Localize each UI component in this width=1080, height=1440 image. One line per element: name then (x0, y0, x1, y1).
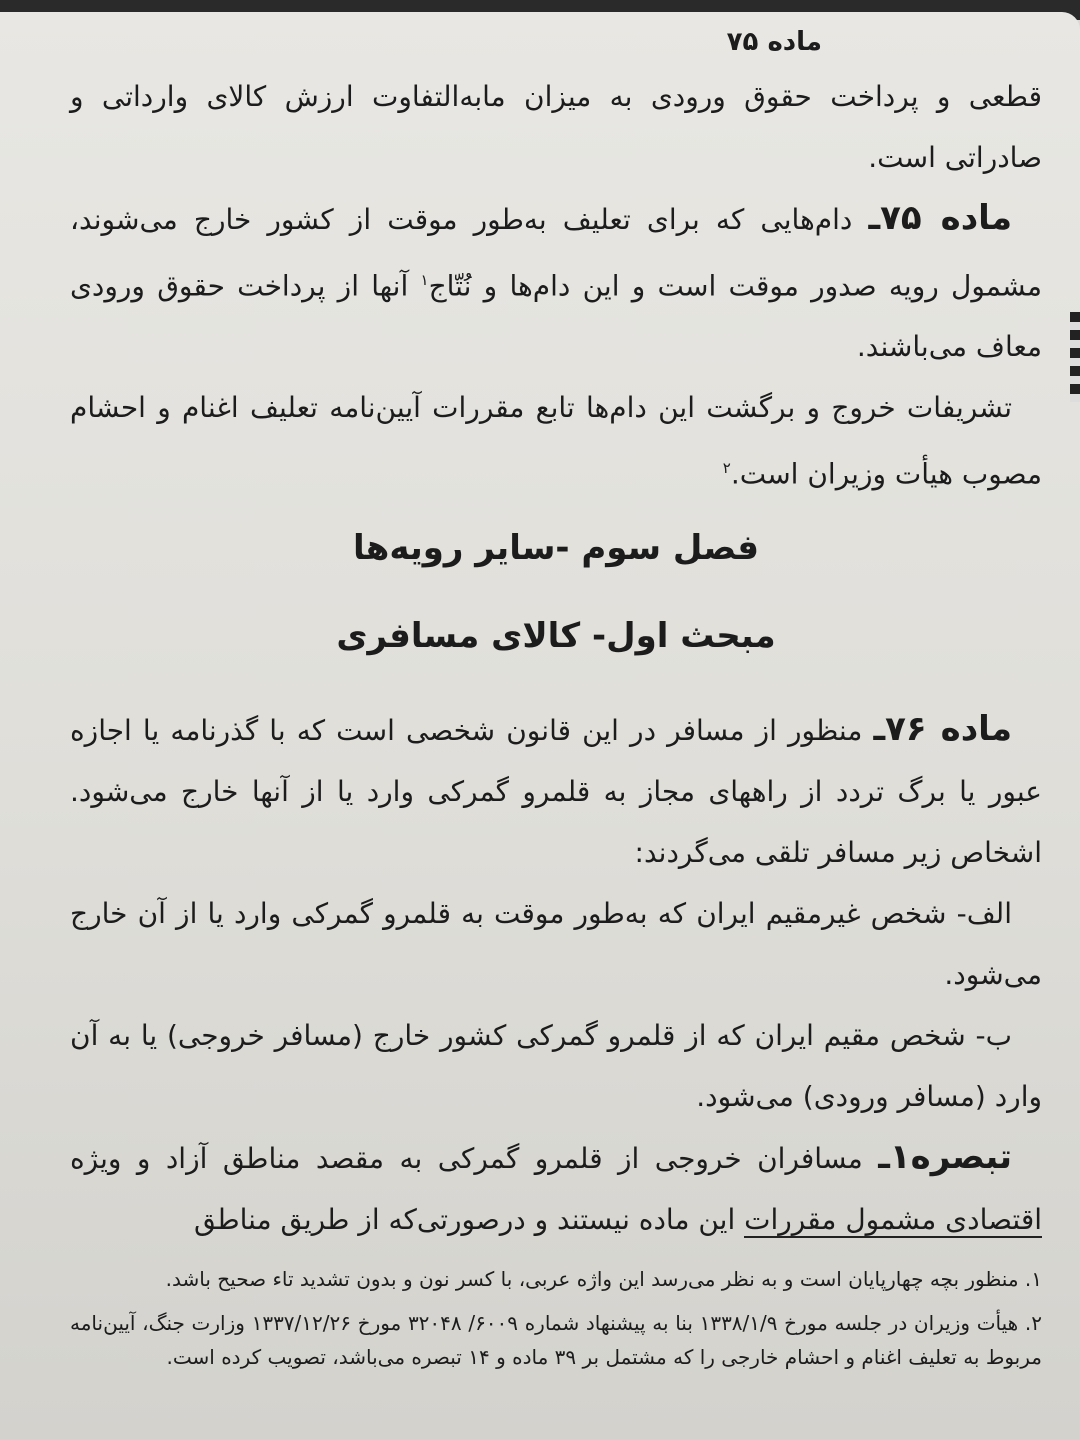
note-1-paragraph (70, 1127, 1042, 1250)
note-1-underlined: اقتصادی مشمول مقررات (744, 1202, 1042, 1236)
article-76-paragraph (70, 699, 1042, 883)
footnote-ref-1: ۱ (420, 271, 429, 289)
item-alef: الف- شخص غیرمقیم ایران که به‌طور موقت به قلمرو گمرکی وارد یا از آن خارج می‌شود. (70, 896, 1042, 991)
article-76-title: ماده ۷۶ـ (873, 708, 1012, 749)
note-1-text-a: مسافران خروجی از قلمرو گمرکی به مقصد مناطق آزاد و ویژه (70, 1141, 879, 1175)
section-heading: مبحث اول- کالای مسافری (336, 615, 776, 656)
footnote-1: ۱. منظور بچه چهارپایان است و به نظر می‌رسد این واژه عربی، با کسر نون و بدون تشدید تاء صحیح باشد. (165, 1266, 1042, 1291)
footnote-2: ۲. هیأت وزیران در جلسه مورخ ۱۳۳۸/۱/۹ بنا به پیشنهاد شماره ۶۰۰۹/ ۳۲۰۴۸ مورخ ۱۳۳۷/۱۲/۲۶ وزارت جنگ، آیین‌نامه مربوط به تعلیف اغنام و احشام خارجی را که مشتمل بر ۳۹ ماده و ۱۴ تبصره می‌باشد، تصویب کرده است. (70, 1310, 1042, 1369)
note-1-title: تبصره۱ـ (878, 1136, 1012, 1177)
running-head: ماده ۷۵ (726, 27, 822, 57)
page-content (70, 22, 1042, 1374)
note-1-text-b: این ماده نیستند و درصورتی‌که از طریق مناطق (194, 1202, 745, 1236)
article-75-second-paragraph (70, 377, 1042, 504)
footnote-ref-2: ۲ (722, 459, 731, 478)
item-be: ب- شخص مقیم ایران که از قلمرو گمرکی کشور خارج (مسافر خروجی) یا به آن وارد (مسافر ورودی) می‌شود. (70, 1018, 1042, 1113)
article-76-text: منظور از مسافر در این قانون شخصی است که با گذرنامه یا اجازه عبور یا برگ تردد از راههای مجاز به قلمرو گمرکی وارد یا از آنها خارج می‌شود. اشخاص زیر مسافر تلقی می‌گردند: (70, 713, 1042, 869)
article-75-second-text: تشریفات خروج و برگشت این دام‌ها تابع مقررات آیین‌نامه تعلیف اغنام و احشام مصوب هیأت وزیران است. (70, 391, 1042, 491)
intro-paragraph: قطعی و پرداخت حقوق ورودی به میزان مابه‌التفاوت ارزش کالای وارداتی و صادراتی است. (70, 80, 1042, 174)
page-edge-marks (1070, 312, 1080, 402)
book-page (0, 12, 1080, 1440)
article-75-text-a: دام‌هایی که برای تعلیف به‌طور موقت از کشور خارج می‌شوند، مشمول رویه صدور موقت است و این دام‌ها و نُتّاج (70, 203, 1042, 303)
article-75-text-b: آنها از پرداخت حقوق ورودی معاف می‌باشند. (70, 269, 1042, 364)
footnotes (70, 1262, 1042, 1374)
article-75-title: ماده ۷۵ـ (868, 198, 1012, 238)
article-75-paragraph (70, 188, 1042, 377)
chapter-heading: فصل سوم -سایر رویه‌ها (353, 527, 759, 568)
